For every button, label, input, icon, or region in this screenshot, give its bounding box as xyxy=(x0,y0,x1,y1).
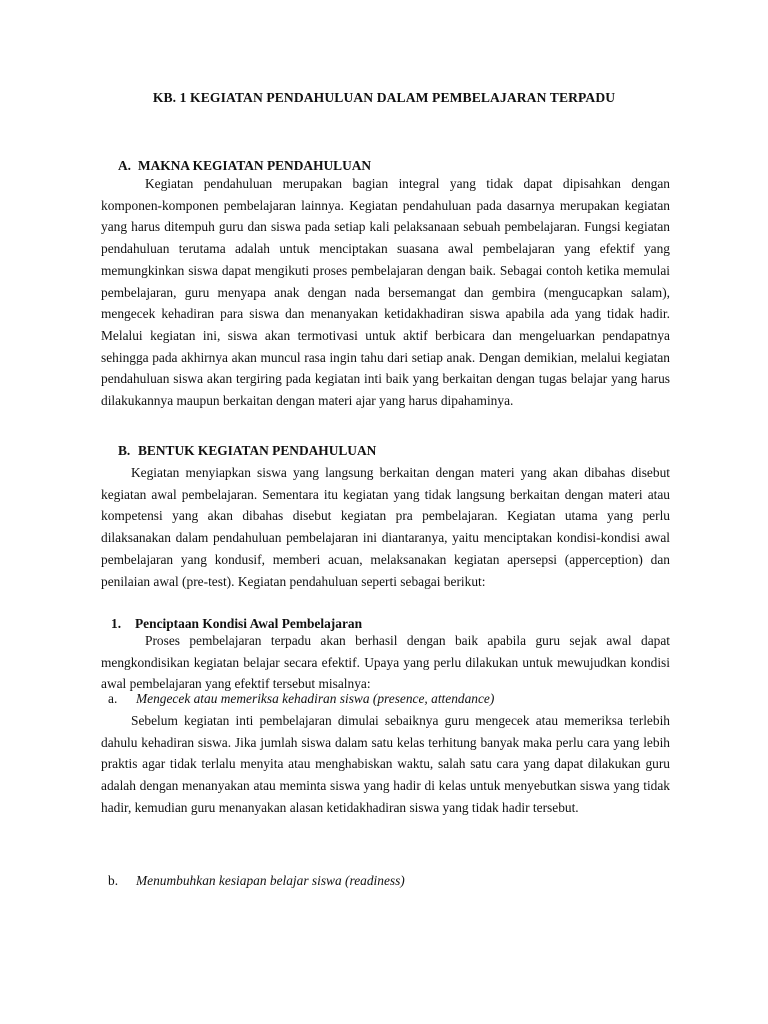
section-a-title: MAKNA KEGIATAN PENDAHULUAN xyxy=(138,158,372,173)
sub-item-a xyxy=(108,691,494,707)
sub-item-b-text: Menumbuhkan kesiapan belajar siswa (readiness) xyxy=(136,873,405,888)
item-1-marker: 1. xyxy=(111,616,122,631)
section-b-paragraph: Kegiatan menyiapkan siswa yang langsung berkaitan dengan materi yang akan dibahas disebut kegiatan awal pembelajaran. Sementara itu kegiatan yang tidak langsung berkaitan dengan materi atau kompetensi yang akan dibahas disebut kegiatan pra pembelajaran. Kegiatan utama yang perlu dilaksanakan dalam pendahuluan pembelajaran ini diantaranya, yaitu menciptakan kondisi-kondisi awal pembelajaran yang kondusif, memberi acuan, melaksanakan kegiatan apersepsi (apperception) dan penilaian awal (pre-test). Kegiatan pendahuluan seperti sebagai berikut: xyxy=(101,465,670,589)
section-b-heading xyxy=(118,443,376,459)
item-1-paragraph: Proses pembelajaran terpadu akan berhasil dengan baik apabila guru sejak awal dapat mengkondisikan kegiatan belajar secara efektif. Upaya yang perlu dilakukan untuk mewujudkan kondisi awal pembelajaran yang efektif tersebut misalnya: xyxy=(101,633,670,692)
sub-item-b-marker: b. xyxy=(108,873,119,888)
section-b-marker: B. xyxy=(118,443,131,458)
sub-item-a-text: Mengecek atau memeriksa kehadiran siswa (presence, attendance) xyxy=(136,691,495,706)
section-a-heading xyxy=(118,158,371,174)
section-a-paragraph: Kegiatan pendahuluan merupakan bagian integral yang tidak dapat dipisahkan dengan komponen-komponen pembelajaran lainnya. Kegiatan pendahuluan pada dasarnya merupakan kegiatan yang harus ditempuh guru dan siswa pada setiap kali pelaksanaan sebuah pembelajaran. Fungsi kegiatan pendahuluan terutama adalah untuk menciptakan suasana awal pembelajaran yang efektif yang memungkinkan siswa dapat mengikuti proses pembelajaran dengan baik. Sebagai contoh ketika memulai pembelajaran, guru menyapa anak dengan nada bersemangat dan gembira (mengucapkan salam), mengecek kehadiran para siswa dan menanyakan ketidakhadiran siswa apabila ada yang tidak hadir. Melalui kegiatan ini, siswa akan termotivasi untuk aktif berbicara dan mengeluarkan pendapatnya sehingga pada akhirnya akan muncul rasa ingin tahu dari setiap anak. Dengan demikian, melalui kegiatan pendahuluan siswa akan tergiring pada kegiatan inti baik yang berkaitan dengan tugas belajar yang harus dilakukannya maupun berkaitan dengan materi ajar yang harus dipahaminya. xyxy=(101,176,670,409)
sub-item-b xyxy=(108,873,405,889)
section-a-marker: A. xyxy=(118,158,132,173)
sub-item-a-marker: a. xyxy=(108,691,118,706)
section-b-title: BENTUK KEGIATAN PENDAHULUAN xyxy=(138,443,377,458)
sub-item-a-paragraph: Sebelum kegiatan inti pembelajaran dimulai sebaiknya guru mengecek atau memeriksa terlebih dahulu kehadiran siswa. Jika jumlah siswa dalam satu kelas terhitung banyak maka perlu cara yang lebih praktis agar tidak terlalu menyita atau menghabiskan waktu, salah satu cara yang dapat dilakukan guru adalah dengan menanyakan atau meminta siswa yang hadir di kelas untuk menyebutkan siswa yang tidak hadir, kemudian guru menanyakan alasan ketidakhadiran siswa yang tidak hadir tersebut. xyxy=(101,713,670,815)
item-1-title: Penciptaan Kondisi Awal Pembelajaran xyxy=(135,616,363,631)
document-title: KB. 1 KEGIATAN PENDAHULUAN DALAM PEMBELAJARAN TERPADU xyxy=(152,90,616,105)
